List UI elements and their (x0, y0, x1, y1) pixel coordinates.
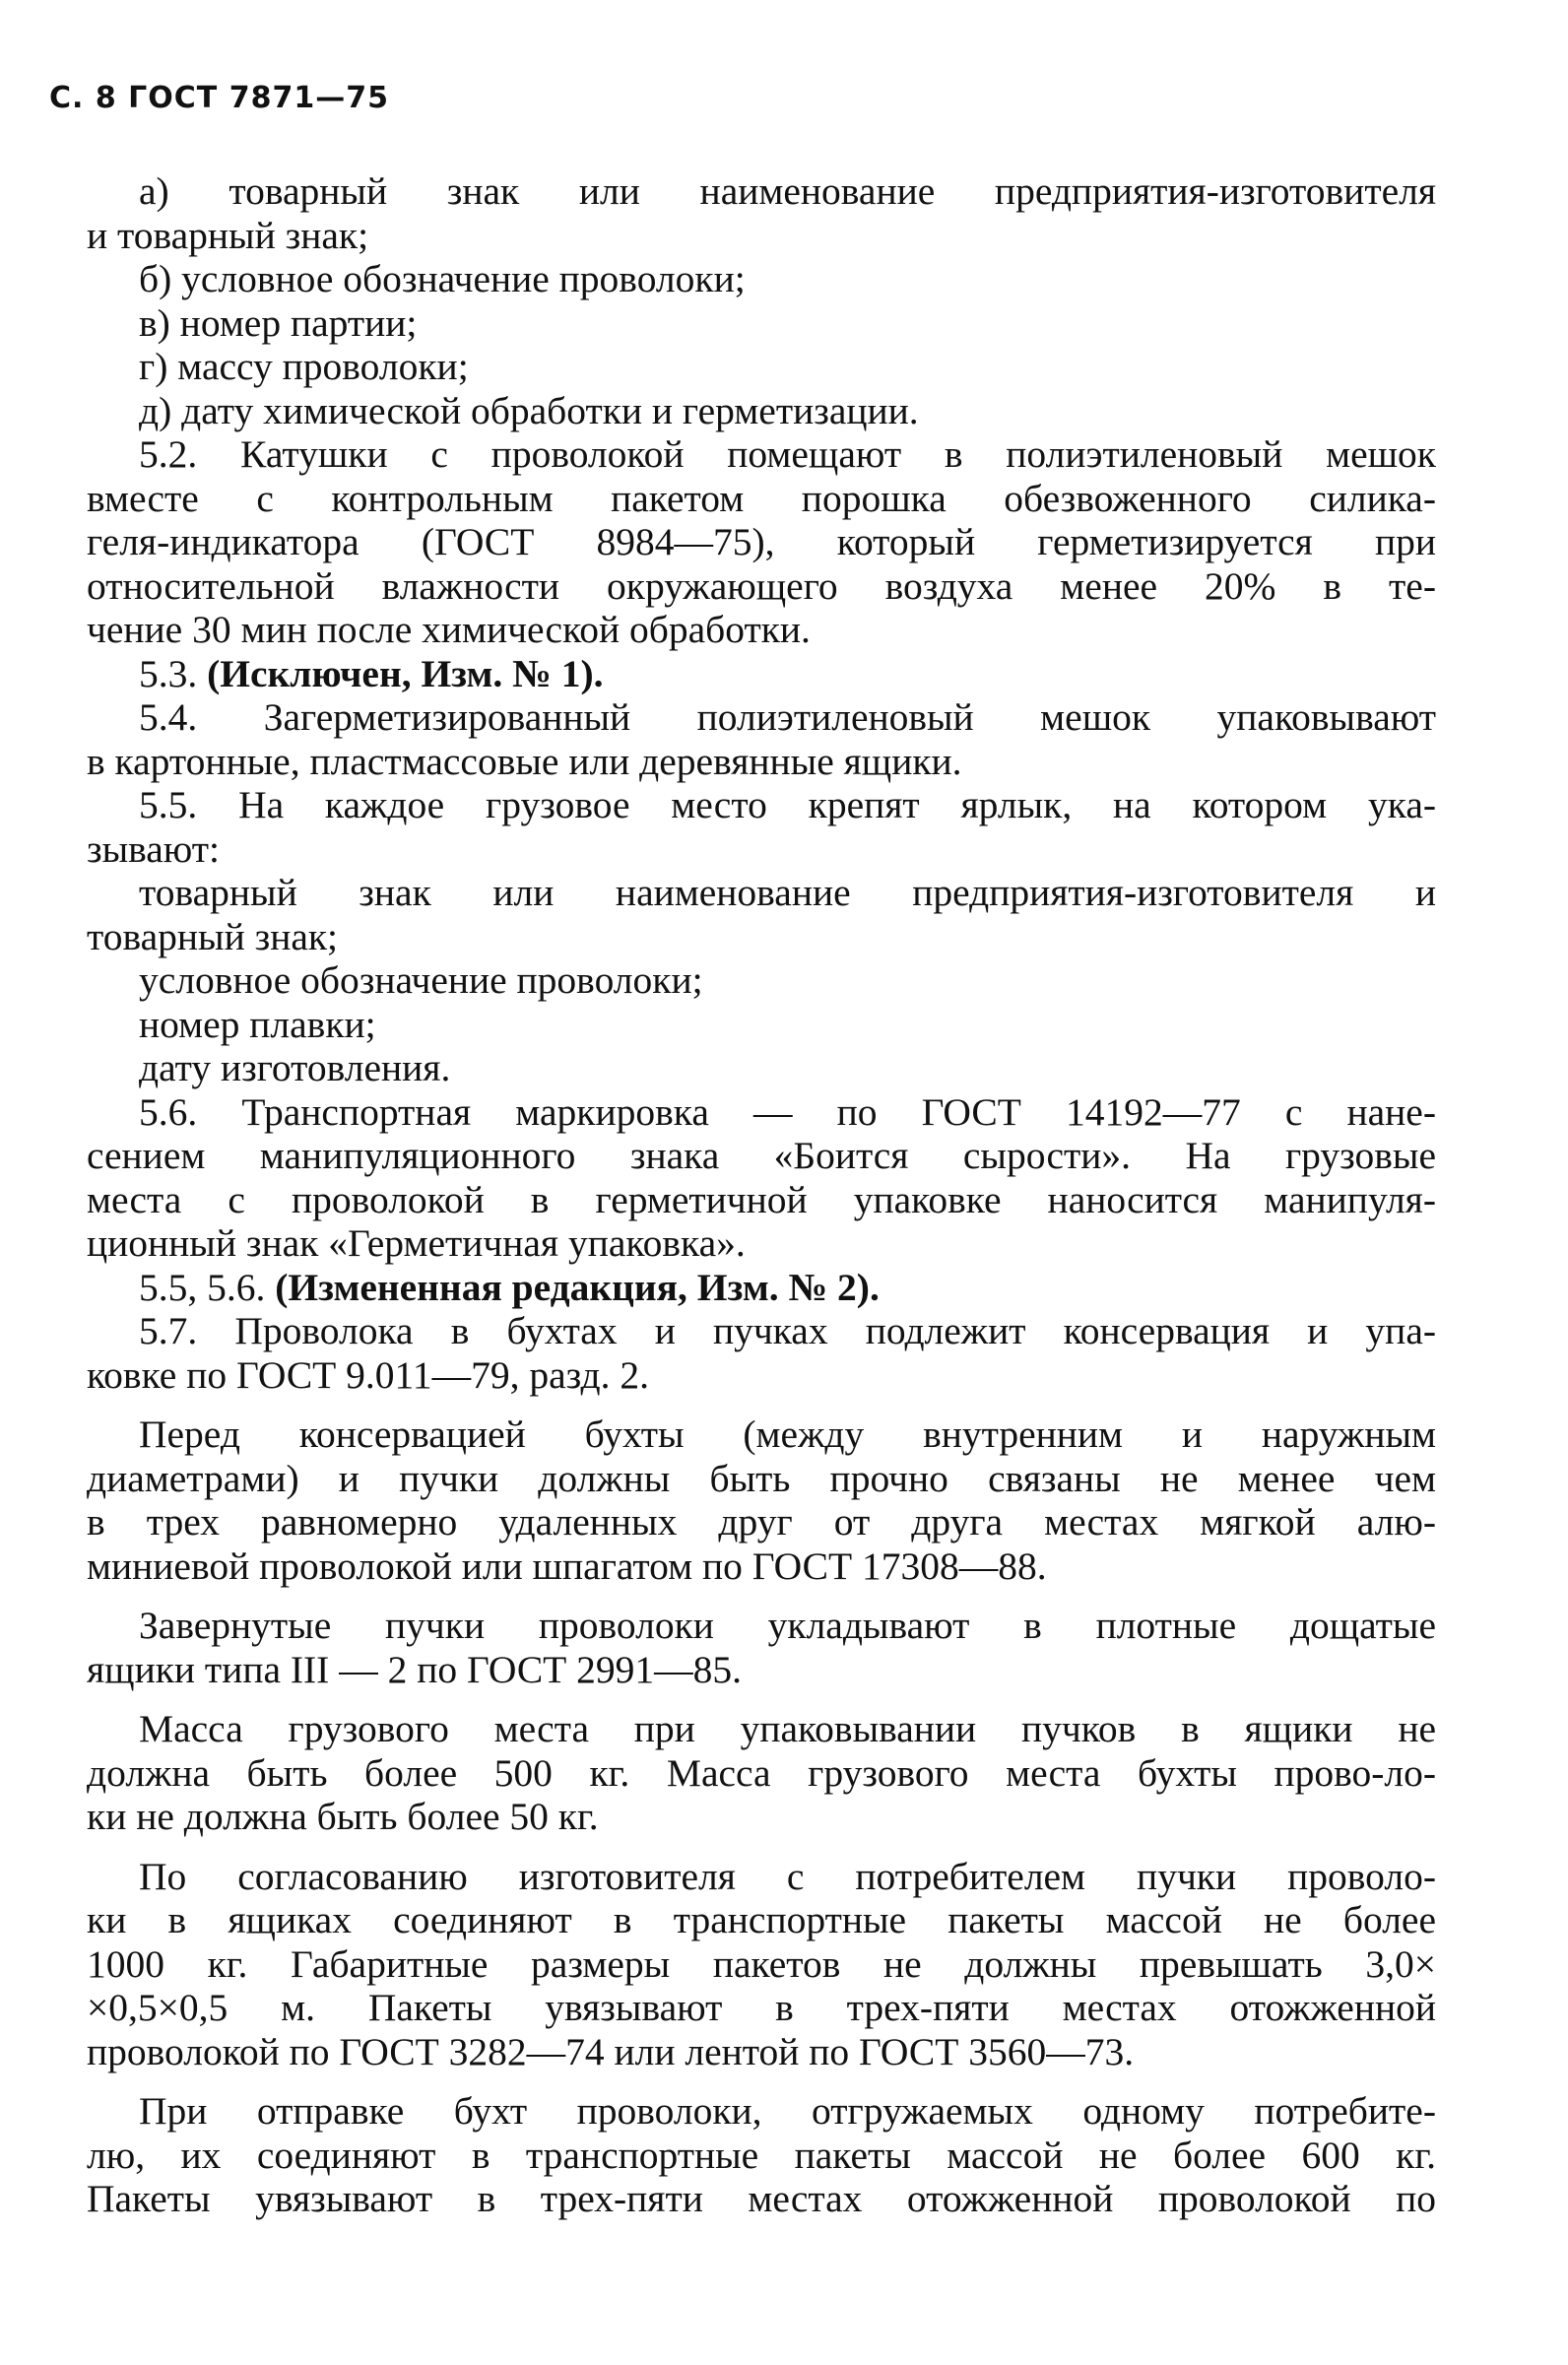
text-line: Пакеты увязывают в трех-пяти местах отожженной проволокой по (87, 2177, 1436, 2220)
paragraph-coils-shipment (87, 2089, 1436, 2221)
text-line: проволокой по ГОСТ 3282—74 или лентой по ГОСТ 3560—73. (87, 2029, 1135, 2073)
text-line: 5.5. На каждое грузовое место крепят ярлык, на котором ука- (139, 783, 1436, 826)
text-line: б) условное обозначение проволоки; (139, 257, 746, 300)
text-line: г) массу проволоки; (139, 345, 469, 388)
clause-number: 5.3. (139, 651, 208, 695)
text-line: геля-индикатора (ГОСТ 8984—75), который герметизируется при (87, 520, 1436, 563)
text-line: лю, их соединяют в транспортные пакеты массой не более 600 кг. (87, 2133, 1436, 2177)
text-line: а) товарный знак или наименование предприятия-изготовителя (139, 169, 1436, 213)
text-line: ционный знак «Герметичная упаковка». (87, 1221, 746, 1265)
text-line: дату изготовления. (139, 1046, 451, 1089)
text-line: ки не должна быть более 50 кг. (87, 1795, 599, 1838)
text-line: в трех равномерно удаленных друг от друга местах мягкой алю- (87, 1500, 1436, 1544)
paragraph-v (87, 301, 1436, 346)
text-line (87, 1266, 1436, 1310)
text-line: ×0,5×0,5 м. Пакеты увязывают в трех-пяти местах отожженной (87, 1986, 1436, 2029)
text-line: Масса грузового места при упаковывании пучков в ящики не (139, 1707, 1436, 1750)
amendment-note: (Исключен, Изм. № 1). (207, 651, 604, 695)
paragraph-g (87, 345, 1436, 389)
clause-5-5 (87, 783, 1436, 871)
text-line: При отправке бухт проволоки, отгружаемых одному потребите- (139, 2089, 1436, 2133)
paragraph-mass (87, 1707, 1436, 1839)
text-line: 1000 кг. Габаритные размеры пакетов не должны превышать 3,0× (87, 1941, 1436, 1986)
text-line: товарный знак; (87, 914, 339, 958)
text-line: диаметрами) и пучки должны быть прочно связаны не менее чем (87, 1456, 1436, 1500)
text-line (87, 652, 1436, 696)
text-line: 5.4. Загерметизированный полиэтиленовый мешок упаковывают (139, 695, 1436, 739)
text-line: ковке по ГОСТ 9.011—79, разд. 2. (87, 1352, 649, 1397)
paragraph-b (87, 257, 1436, 301)
text-line: и товарный знак; (87, 213, 369, 257)
paragraph-preservation (87, 1412, 1436, 1588)
text-line: сением манипуляционного знака «Боится сырости». На грузовые (87, 1134, 1436, 1177)
text-line: в картонные, пластмассовые или деревянные ящики. (87, 739, 962, 783)
clause-5-2 (87, 432, 1436, 652)
clause-5-6 (87, 1090, 1436, 1266)
text-line: ящики типа III — 2 по ГОСТ 2991—85. (87, 1647, 743, 1691)
text-line: ки в ящиках соединяют в транспортные пакеты массой не более (87, 1898, 1436, 1941)
paragraph-boxes (87, 1604, 1436, 1691)
label-item-heat-number (87, 1003, 1436, 1047)
text-line: Завернутые пучки проволоки укладывают в плотные дощатые (139, 1604, 1436, 1647)
text-line: По согласованию изготовителя с потребителем пучки проволо- (139, 1854, 1436, 1898)
text-line: условное обозначение проволоки; (139, 958, 703, 1002)
page-header: С. 8 ГОСТ 7871—75 (49, 81, 389, 115)
amendment-note: (Измененная редакция, Изм. № 2). (275, 1265, 880, 1309)
paragraph-d (87, 389, 1436, 433)
text-line: зывают: (87, 826, 221, 871)
paragraph-a (87, 169, 1436, 257)
label-item-trademark (87, 871, 1436, 958)
clause-5-4 (87, 695, 1436, 783)
text-line: места с проволокой в герметичной упаковке наносится манипуля- (87, 1177, 1436, 1221)
text-line: чение 30 мин после химической обработки. (87, 608, 811, 651)
clause-5-7 (87, 1309, 1436, 1397)
text-line: 5.6. Транспортная маркировка — по ГОСТ 14192—77 с нане- (139, 1089, 1436, 1134)
text-line: миниевой проволокой или шпагатом по ГОСТ 17308—88. (87, 1544, 1047, 1588)
text-line: вместе с контрольным пакетом порошка обезвоженного силика- (87, 476, 1436, 520)
label-item-date (87, 1046, 1436, 1090)
clause-5-5-5-6-amendment (87, 1266, 1436, 1310)
text-line: 5.2. Катушки с проволокой помещают в полиэтиленовый мешок (139, 432, 1436, 476)
text-line: в) номер партии; (139, 300, 418, 345)
text-line: номер плавки; (139, 1002, 376, 1046)
clause-5-3 (87, 652, 1436, 696)
document-body (87, 169, 1436, 2221)
paragraph-transport-packages (87, 1855, 1436, 2074)
text-line: должна быть более 500 кг. Масса грузового места бухты прово-ло- (87, 1750, 1436, 1795)
text-line: товарный знак или наименование предприятия-изготовителя и (139, 871, 1436, 914)
text-line: относительной влажности окружающего воздуха менее 20% в те- (87, 563, 1436, 608)
label-item-designation (87, 958, 1436, 1003)
text-line: 5.7. Проволока в бухтах и пучках подлежит консервация и упа- (139, 1309, 1436, 1352)
text-line: д) дату химической обработки и герметизации. (139, 388, 919, 432)
text-line: Перед консервацией бухты (между внутренним и наружным (139, 1412, 1436, 1456)
clause-number: 5.5, 5.6. (139, 1265, 276, 1309)
